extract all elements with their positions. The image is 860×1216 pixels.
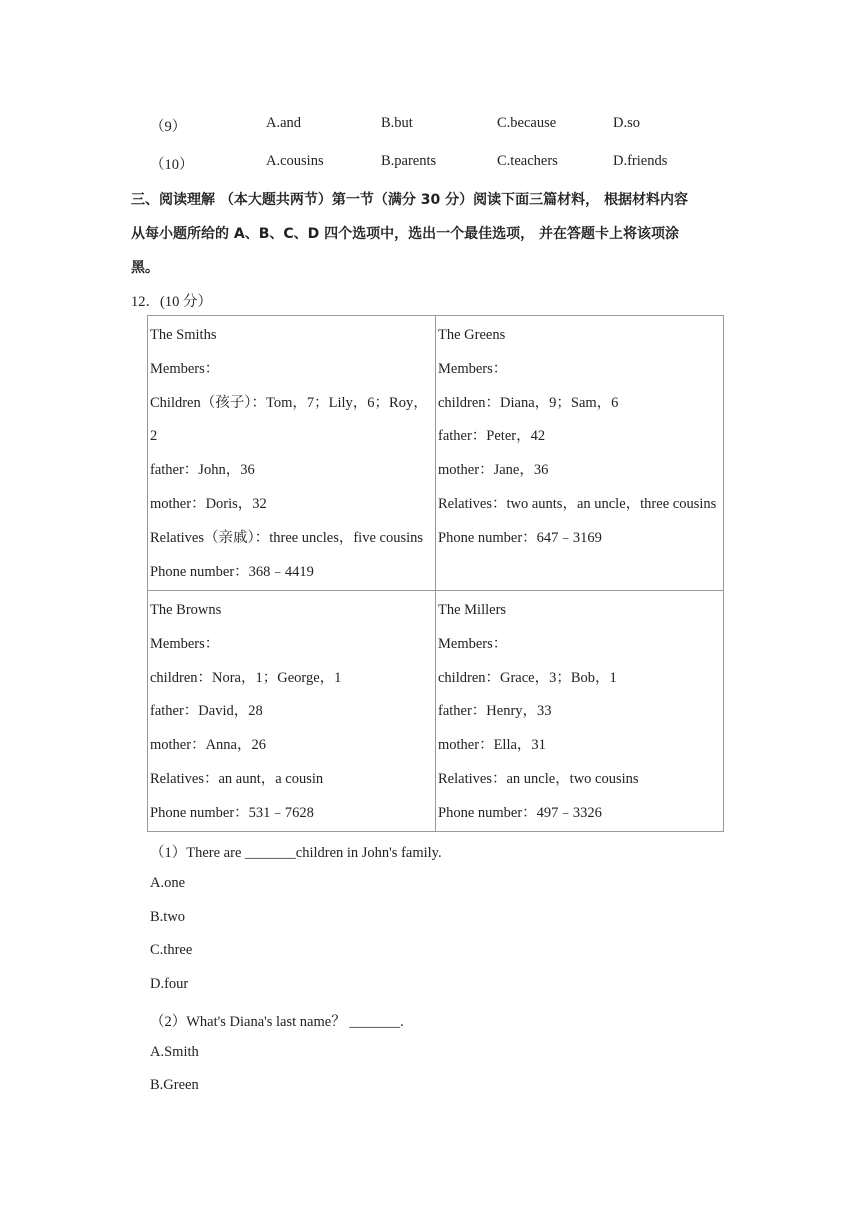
family-line: Members： [438,635,508,652]
option-c: C.teachers [497,153,558,169]
families-table [147,315,724,832]
family-line: Phone number：647﹣3169 [438,529,602,546]
family-line: Phone number：368﹣4419 [150,563,314,580]
family-line: father：John，36 [150,462,255,479]
family-line: Members： [150,635,220,652]
question-2-option-a: A.Smith [150,1044,199,1060]
family-line: Members： [438,360,508,377]
family-line: children：Diana，9；Sam，6 [438,394,619,411]
question-number: （9） [150,119,187,135]
question-number: （10） [150,157,194,173]
family-name: The Millers [438,602,507,618]
family-cell-greens [436,316,724,591]
option-d: D.so [613,115,640,131]
family-cell-millers [436,591,724,832]
option-a: A.and [266,115,302,131]
question-1-option-d: D.four [150,976,189,992]
family-line: mother：Anna，26 [150,737,266,754]
family-line: Relatives：an aunt，a cousin [150,770,324,787]
family-name: The Smiths [150,327,217,343]
family-line: mother：Doris，32 [150,495,267,512]
question-1-option-c: C.three [150,942,193,958]
family-line: children：Grace，3；Bob，1 [438,669,617,686]
family-line: Members： [150,360,220,377]
family-line: 2 [150,428,158,445]
family-line: Relatives：two aunts，an uncle，three cousins [438,495,717,512]
family-line: children：Nora，1；George，1 [150,669,342,686]
question-1-option-a: A.one [150,875,186,891]
section-heading-line1: 三、阅读理解 （本大题共两节）第一节（满分 30 分）阅读下面三篇材料， 根据材料内容 [131,192,688,208]
question-2-option-b: B.Green [150,1077,199,1093]
family-name: The Greens [438,327,506,343]
family-line: Relatives：an uncle，two cousins [438,770,639,787]
question-1-stem: （1）There are _______children in John's family. [150,845,442,861]
option-d: D.friends [613,153,668,169]
section-heading-line2: 从每小题所给的 A、B、C、D 四个选项中，选出一个最佳选项， 并在答题卡上将该项涂 [131,226,680,242]
family-line: father：Henry，33 [438,703,552,720]
section-heading-line3: 黑。 [131,260,159,276]
family-line: mother：Jane，36 [438,462,549,479]
option-a: A.cousins [266,153,324,169]
family-cell-smiths [148,316,436,591]
question-1-option-b: B.two [150,909,186,925]
family-line: father：David，28 [150,703,263,720]
question-number-12: 12．(10 分） [131,294,212,310]
option-b: B.parents [381,153,437,169]
family-line: Phone number：531﹣7628 [150,804,314,821]
family-cell-browns [148,591,436,832]
family-line: Relatives（亲戚）：three uncles，five cousins [150,529,424,546]
option-b: B.but [381,115,413,131]
option-c: C.because [497,115,557,131]
family-line: Phone number：497﹣3326 [438,804,602,821]
question-2-stem: （2）What's Diana's last name？ _______. [150,1014,404,1030]
family-line: Children（孩子）：Tom，7；Lily，6；Roy， [150,394,428,411]
family-name: The Browns [150,602,222,618]
family-line: father：Peter，42 [438,428,546,445]
family-line: mother：Ella，31 [438,737,546,754]
